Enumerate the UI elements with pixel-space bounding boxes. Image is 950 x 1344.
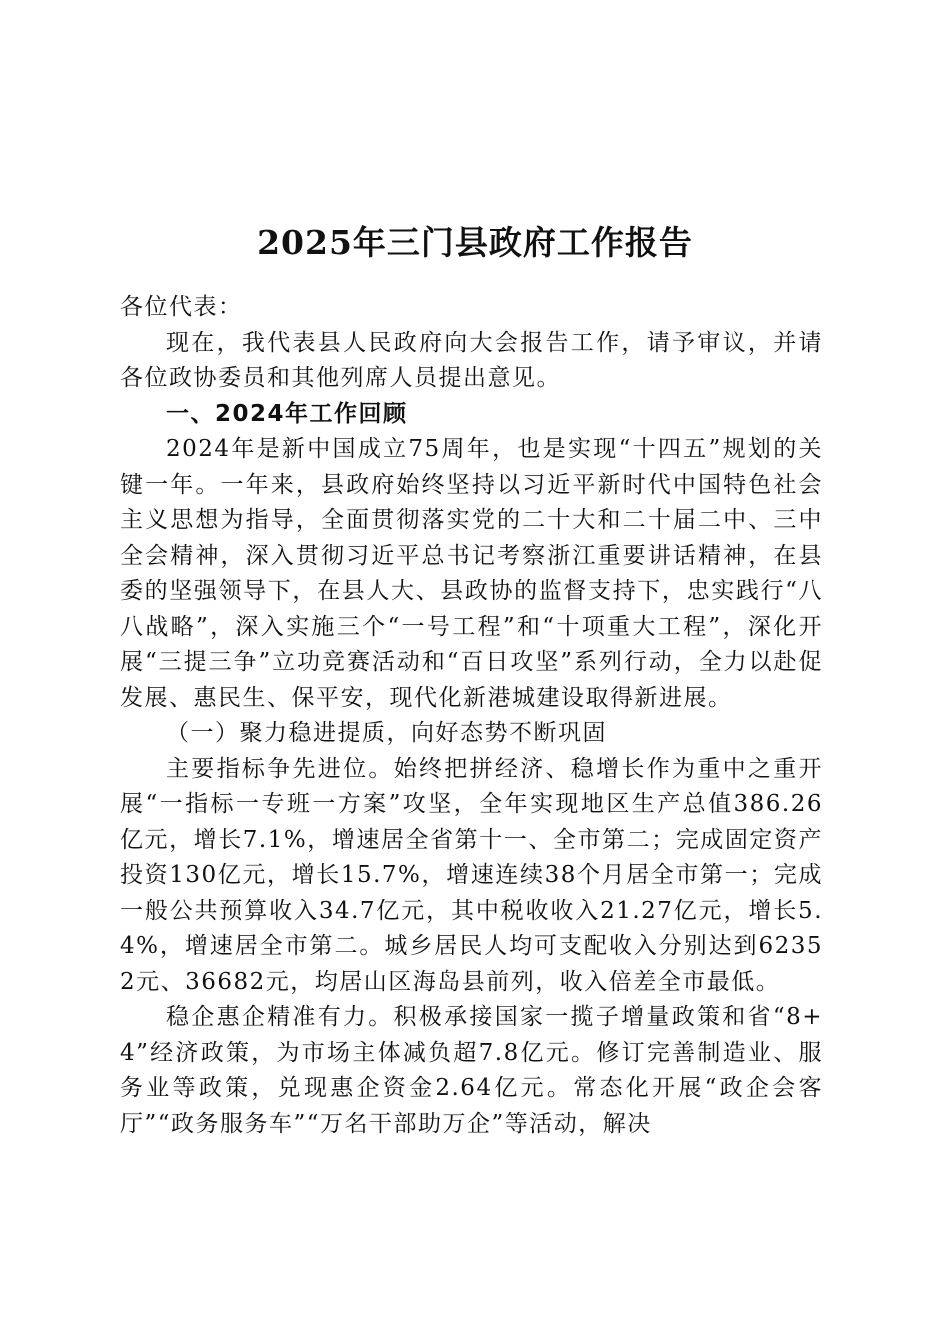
enterprise-paragraph: 稳企惠企精准有力。积极承接国家一揽子增量政策和省“8+4”经济政策，为市场主体减负超7.8亿元。修订完善制造业、服务业等政策，兑现惠企资金2.64亿元。常态化开展“政企会客厅”“政务服务车”“万名干部助万企”等活动，解决 <box>120 1004 823 1137</box>
subsection-heading: （一）聚力稳进提质，向好态势不断巩固 <box>166 720 607 746</box>
overview-paragraph: 2024年是新中国成立75周年，也是实现“十四五”规划的关键一年。一年来，县政府始终坚持以习近平新时代中国特色社会主义思想为指导，全面贯彻落实党的二十大和二十届二中、三中全会精神，深入贯彻习近平总书记考察浙江重要讲话精神，在县委的坚强领导下，在县人大、县政协的监督支持下，忠实践行“八八战略”，深入实施三个“一号工程”和“十项重大工程”，深化开展“三提三争”立功竞赛活动和“百日攻坚”系列行动，全力以赴促发展、惠民生、保平安，现代化新港城建设取得新进展。 <box>120 436 823 711</box>
indicators-paragraph: 主要指标争先进位。始终把拼经济、稳增长作为重中之重开展“一指标一专班一方案”攻坚，全年实现地区生产总值386.26亿元，增长7.1%，增速居全省第十一、全市第二；完成固定资产投资130亿元，增长15.7%，增速连续38个月居全市第一；完成一般公共预算收入34.7亿元，其中税收收入21.27亿元，增长5.4%，增速居全市第二。城乡居民人均可支配收入分别达到62352元、36682元，均居山区海岛县前列，收入倍差全市最低。 <box>120 755 823 995</box>
document-body <box>120 290 823 1142</box>
intro-paragraph: 现在，我代表县人民政府向大会报告工作，请予审议，并请各位政协委员和其他列席人员提出意见。 <box>120 329 823 391</box>
document-title: 2025年三门县政府工作报告 <box>257 223 693 263</box>
section-heading: 一、2024年工作回顾 <box>166 400 408 427</box>
salutation: 各位代表： <box>120 294 243 320</box>
